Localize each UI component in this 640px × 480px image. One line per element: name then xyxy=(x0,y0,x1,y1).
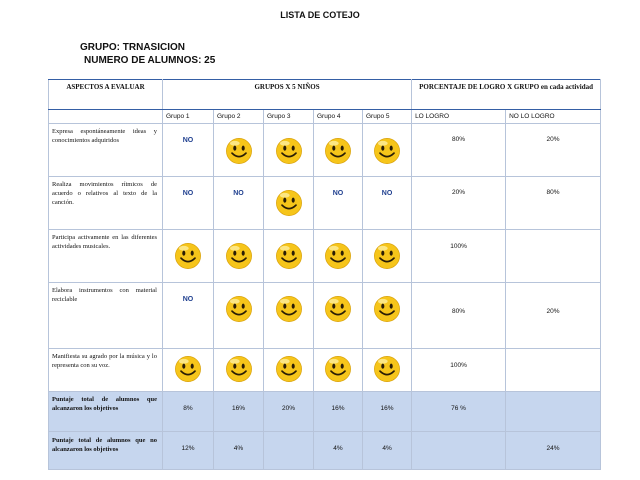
aspect-label: Elabora instrumentos con material reciclable xyxy=(52,287,157,303)
not-achieved-mark: NO xyxy=(182,137,194,144)
aspect-label-cell xyxy=(49,230,163,283)
smiley-face-icon xyxy=(275,242,303,270)
subheader-group-4: Grupo 4 xyxy=(314,110,363,124)
total-label: Puntaje total de alumnos que no alcanzaron los objetivos xyxy=(52,437,157,453)
aspect-row xyxy=(49,177,601,230)
total-label-cell xyxy=(49,392,163,432)
total-group-5-cell xyxy=(363,392,412,432)
subheader-group-1: Grupo 1 xyxy=(163,110,214,124)
total-achieved-row xyxy=(49,392,601,432)
not-achieved-mark: NO xyxy=(182,190,194,197)
aspect-label-cell xyxy=(49,349,163,392)
not-achieved-percentage-cell xyxy=(506,283,601,349)
student-count: NUMERO DE ALUMNOS: 25 xyxy=(84,55,216,66)
smiley-face-icon xyxy=(225,355,253,383)
aspect-label-cell xyxy=(49,124,163,177)
smiley-face-icon xyxy=(275,137,303,165)
total-group-2-cell xyxy=(214,432,264,470)
group-3-result xyxy=(264,349,314,392)
smiley-face-icon xyxy=(225,137,253,165)
group-3-result xyxy=(264,230,314,283)
not-achieved-mark: NO xyxy=(233,190,244,197)
smiley-face-icon xyxy=(174,355,202,383)
achieved-percentage-cell xyxy=(412,349,506,392)
group-2-result xyxy=(214,124,264,177)
total-group-1-value: 8% xyxy=(183,405,193,412)
smiley-face-icon xyxy=(225,295,253,323)
group-4-result xyxy=(314,349,363,392)
total-group-4-value: 16% xyxy=(331,405,345,412)
subheader-group-5: Grupo 5 xyxy=(363,110,412,124)
not-achieved-mark: NO xyxy=(381,190,393,197)
group-2-result xyxy=(214,349,264,392)
group-1-result xyxy=(163,283,214,349)
not-achieved-percentage-cell xyxy=(506,177,601,230)
aspect-row xyxy=(49,124,601,177)
subheader-group-3: Grupo 3 xyxy=(264,110,314,124)
achieved-percentage: 20% xyxy=(452,189,466,196)
total-not-achieved-row xyxy=(49,432,601,470)
total-achieved-cell xyxy=(412,392,506,432)
smiley-face-icon xyxy=(275,189,303,217)
subheader-not-achieved: NO LO LOGRO xyxy=(506,110,601,124)
group-2-result xyxy=(214,230,264,283)
group-name: GRUPO: TRNASICION xyxy=(80,42,185,53)
achieved-percentage-cell xyxy=(412,230,506,283)
total-not-achieved-cell xyxy=(506,432,601,470)
checklist-table xyxy=(48,79,601,470)
total-not-achieved-cell xyxy=(506,392,601,432)
not-achieved-percentage-cell xyxy=(506,230,601,283)
smiley-face-icon xyxy=(275,355,303,383)
total-group-1-value: 12% xyxy=(181,445,195,452)
total-group-1-cell xyxy=(163,432,214,470)
total-group-5-value: 4% xyxy=(382,445,392,452)
aspect-label: Participa activamente en las diferentes actividades musicales. xyxy=(52,234,157,250)
group-2-result xyxy=(214,177,264,230)
total-group-4-value: 4% xyxy=(333,445,343,452)
total-group-2-value: 16% xyxy=(231,405,245,412)
total-label-cell xyxy=(49,432,163,470)
total-group-5-cell xyxy=(363,432,412,470)
group-5-result xyxy=(363,124,412,177)
total-group-5-value: 16% xyxy=(380,405,394,412)
aspect-label-cell xyxy=(49,177,163,230)
not-achieved-percentage-cell xyxy=(506,349,601,392)
total-group-1-cell xyxy=(163,392,214,432)
aspect-row xyxy=(49,230,601,283)
group-4-result xyxy=(314,283,363,349)
total-achieved-value: 76 % xyxy=(451,405,466,412)
not-achieved-mark: NO xyxy=(182,296,194,303)
aspect-label: Manifiesta su agrado por la música y lo representa con su voz. xyxy=(52,353,157,369)
document-title: LISTA DE COTEJO xyxy=(280,10,360,20)
smiley-face-icon xyxy=(225,242,253,270)
group-1-result xyxy=(163,349,214,392)
achieved-percentage: 100% xyxy=(450,362,467,369)
achieved-percentage-cell xyxy=(412,283,506,349)
smiley-face-icon xyxy=(373,137,401,165)
header-percentage: PORCENTAJE DE LOGRO X GRUPO en cada actividad xyxy=(412,80,601,110)
smiley-face-icon xyxy=(275,295,303,323)
smiley-face-icon xyxy=(324,355,352,383)
group-3-result xyxy=(264,283,314,349)
total-group-2-value: 4% xyxy=(233,445,244,452)
smiley-face-icon xyxy=(373,295,401,323)
total-group-3-value: 20% xyxy=(281,405,295,412)
group-4-result xyxy=(314,177,363,230)
smiley-face-icon xyxy=(324,137,352,165)
group-4-result xyxy=(314,230,363,283)
subheader-blank xyxy=(49,110,163,124)
not-achieved-percentage: 20% xyxy=(546,136,560,143)
achieved-percentage-cell xyxy=(412,124,506,177)
total-group-4-cell xyxy=(314,392,363,432)
subheader-achieved: LO LOGRO xyxy=(412,110,506,124)
group-2-result xyxy=(214,283,264,349)
not-achieved-mark: NO xyxy=(332,190,344,197)
smiley-face-icon xyxy=(324,242,352,270)
smiley-face-icon xyxy=(373,355,401,383)
total-group-4-cell xyxy=(314,432,363,470)
total-achieved-cell xyxy=(412,432,506,470)
achieved-percentage: 80% xyxy=(452,308,466,315)
group-5-result xyxy=(363,230,412,283)
not-achieved-percentage: 20% xyxy=(546,308,560,315)
group-5-result xyxy=(363,349,412,392)
header-groups: GRUPOS X 5 NIÑOS xyxy=(163,80,412,110)
total-label: Puntaje total de alumnos que alcanzaron los objetivos xyxy=(52,396,157,412)
header-aspects: ASPECTOS A EVALUAR xyxy=(49,80,163,110)
group-5-result xyxy=(363,177,412,230)
achieved-percentage-cell xyxy=(412,177,506,230)
aspect-row xyxy=(49,349,601,392)
group-1-result xyxy=(163,124,214,177)
not-achieved-percentage: 80% xyxy=(546,189,560,196)
aspect-label-cell xyxy=(49,283,163,349)
group-5-result xyxy=(363,283,412,349)
achieved-percentage: 80% xyxy=(452,136,466,143)
not-achieved-percentage-cell xyxy=(506,124,601,177)
total-not-achieved-value: 24% xyxy=(546,445,560,452)
total-group-3-cell xyxy=(264,392,314,432)
total-group-2-cell xyxy=(214,392,264,432)
subheader-group-2: Grupo 2 xyxy=(214,110,264,124)
group-3-result xyxy=(264,177,314,230)
group-4-result xyxy=(314,124,363,177)
aspect-label: Expresa espontáneamente ideas y conocimientos adquiridos xyxy=(52,128,157,144)
smiley-face-icon xyxy=(373,242,401,270)
total-group-3-cell xyxy=(264,432,314,470)
group-1-result xyxy=(163,230,214,283)
aspect-row xyxy=(49,283,601,349)
group-3-result xyxy=(264,124,314,177)
achieved-percentage: 100% xyxy=(450,243,467,250)
smiley-face-icon xyxy=(324,295,352,323)
smiley-face-icon xyxy=(174,242,202,270)
aspect-label: Realiza movimientos rítmicos de acuerdo o relativos al texto de la canción. xyxy=(52,181,157,206)
group-1-result xyxy=(163,177,214,230)
